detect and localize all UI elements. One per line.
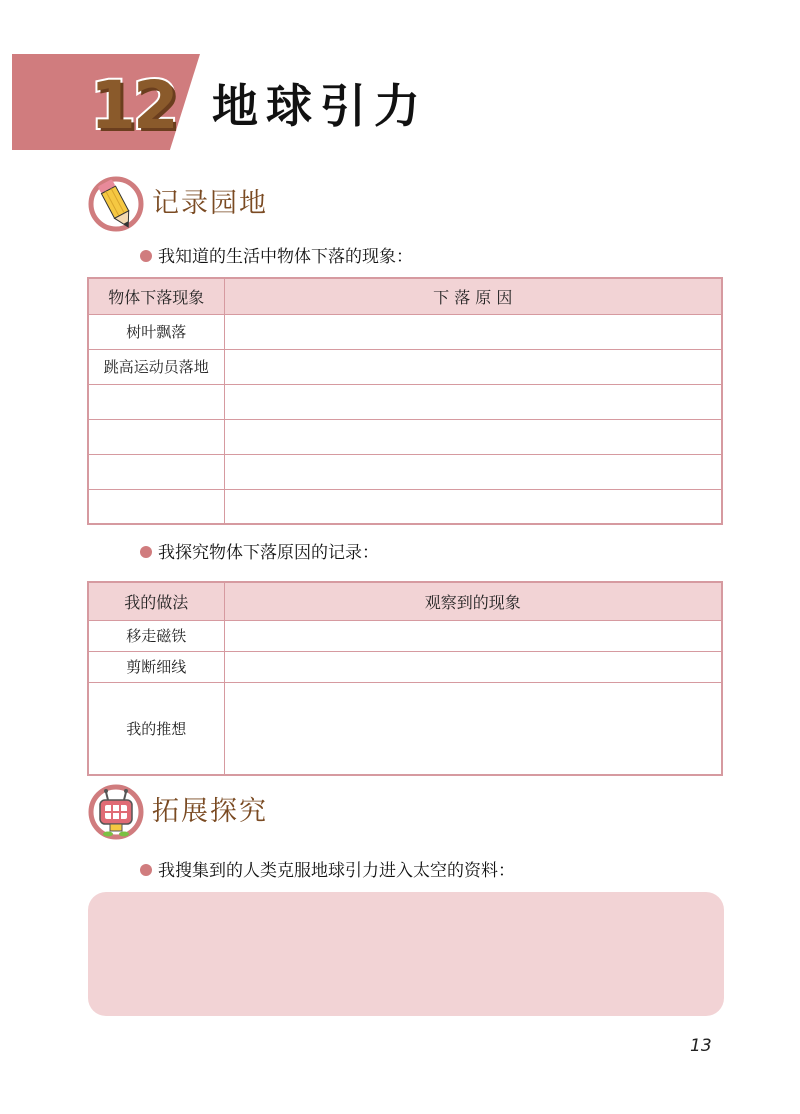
table-header-cell: 物体下落现象 [88, 278, 224, 314]
bullet-dot [140, 546, 152, 558]
table-header-row [88, 582, 722, 620]
table-cell: 剪断细线 [88, 651, 224, 682]
chapter-title: 地球引力 [212, 79, 428, 133]
page-number: 13 [690, 1036, 712, 1056]
table-row [88, 314, 722, 349]
falling-table [87, 277, 723, 525]
table-cell: 我的推想 [88, 682, 224, 775]
prompt-research-text: 我搜集到的人类克服地球引力进入太空的资料： [158, 861, 515, 881]
table-cell[interactable] [224, 620, 722, 651]
table-cell[interactable] [224, 454, 722, 489]
experiment-table [87, 581, 723, 776]
research-notes-area[interactable] [88, 892, 724, 1016]
table-header-cell: 下 落 原 因 [224, 278, 722, 314]
table-cell[interactable] [224, 384, 722, 419]
table-cell[interactable] [224, 314, 722, 349]
table-cell[interactable] [88, 489, 224, 524]
table-cell: 移走磁铁 [88, 620, 224, 651]
table-cell[interactable] [88, 384, 224, 419]
table-cell[interactable] [224, 419, 722, 454]
table-header-cell: 观察到的现象 [224, 582, 722, 620]
robot-icon [88, 784, 144, 840]
prompt-research [140, 860, 515, 882]
prompt-experiment [140, 542, 379, 564]
pencil-icon [88, 176, 144, 232]
bullet-dot [140, 864, 152, 876]
prompt-experiment-text: 我探究物体下落原因的记录： [158, 543, 379, 563]
table-cell[interactable] [224, 682, 722, 775]
prompt-falling-text: 我知道的生活中物体下落的现象： [158, 247, 413, 267]
section-title-record: 记录园地 [152, 188, 268, 219]
section-title-extend: 拓展探究 [152, 796, 268, 827]
table-cell[interactable] [88, 419, 224, 454]
table-row [88, 489, 722, 524]
bullet-dot [140, 250, 152, 262]
table-row [88, 620, 722, 651]
table-cell[interactable] [224, 349, 722, 384]
table-cell[interactable] [224, 489, 722, 524]
table-header-cell: 我的做法 [88, 582, 224, 620]
table-row [88, 349, 722, 384]
prompt-falling [140, 246, 413, 268]
table-row [88, 384, 722, 419]
chapter-number: 12 [90, 67, 176, 144]
table-row [88, 419, 722, 454]
table-cell: 树叶飘落 [88, 314, 224, 349]
table-header-row [88, 278, 722, 314]
table-row [88, 651, 722, 682]
table-cell[interactable] [88, 454, 224, 489]
table-cell[interactable] [224, 651, 722, 682]
table-row [88, 454, 722, 489]
table-cell: 跳高运动员落地 [88, 349, 224, 384]
table-row [88, 682, 722, 775]
